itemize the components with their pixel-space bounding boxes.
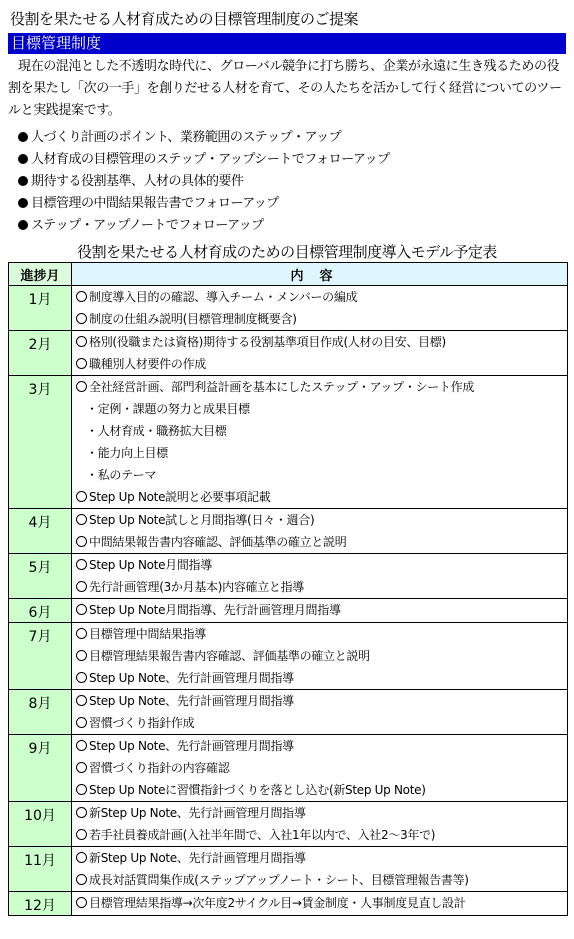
bullet-text: 目標管理の中間結果報告書でフォローアップ xyxy=(31,196,279,211)
content-text: Step Up Note月間指導 xyxy=(89,558,212,572)
content-text: Step Up Note、先行計画管理月間指導 xyxy=(89,671,294,685)
circle-icon xyxy=(76,829,87,840)
circle-icon xyxy=(76,336,87,347)
content-cell xyxy=(72,554,568,599)
content-line xyxy=(72,286,567,308)
content-text: 成長対話質問集作成(ステップアップノート・シート、目標管理報告書等) xyxy=(89,873,469,887)
content-cell xyxy=(72,690,568,735)
content-line xyxy=(72,892,567,914)
content-text: 制度の仕組み説明(目標管理制度概要含) xyxy=(89,312,297,326)
month-cell: 9月 xyxy=(9,735,72,802)
content-line xyxy=(72,308,567,330)
month-cell: 2月 xyxy=(9,331,72,376)
content-text: 目標管理中間結果指導 xyxy=(89,627,207,641)
month-cell: 12月 xyxy=(9,892,72,916)
table-row xyxy=(9,735,568,802)
content-line xyxy=(72,757,567,779)
circle-icon xyxy=(76,717,87,728)
content-cell xyxy=(72,892,568,916)
content-cell xyxy=(72,509,568,554)
content-text: ・定例・課題の努力と成果目標 xyxy=(86,402,250,416)
content-line xyxy=(72,712,567,734)
table-title: 役割を果たせる人材育成のための目標管理制度導入モデル予定表 xyxy=(77,243,497,261)
content-text: 新Step Up Note、先行計画管理月間指導 xyxy=(89,851,306,865)
bullet-text: 人づくり計画のポイント、業務範囲のステップ・アップ xyxy=(31,130,342,145)
bullet-dot-icon xyxy=(18,176,28,186)
content-line xyxy=(72,353,567,375)
content-text: Step Up Note説明と必要事項記載 xyxy=(89,490,271,504)
content-line xyxy=(72,464,567,486)
month-cell: 7月 xyxy=(9,623,72,690)
table-row xyxy=(9,892,568,916)
content-line xyxy=(72,599,567,621)
content-text: 職種別人材要件の作成 xyxy=(89,357,207,371)
circle-icon xyxy=(76,650,87,661)
content-text: 習慣づくり指針作成 xyxy=(89,716,195,730)
circle-icon xyxy=(76,559,87,570)
content-cell xyxy=(72,286,568,331)
content-line xyxy=(72,802,567,824)
bullet-dot-icon xyxy=(18,132,28,142)
content-text: 若手社員養成計画(入社半年間で、入社1年以内で、入社2〜3年で) xyxy=(89,828,436,842)
content-text: 目標管理結果報告書内容確認、評価基準の確立と説明 xyxy=(89,649,370,663)
table-row xyxy=(9,690,568,735)
bullet-text: ステップ・アップノートでフォローアップ xyxy=(31,218,264,233)
content-text: 先行計画管理(3か月基本)内容確立と指導 xyxy=(89,580,304,594)
bullet-dot-icon xyxy=(18,220,28,230)
circle-icon xyxy=(76,874,87,885)
header-month: 進捗月 xyxy=(9,263,72,286)
content-line xyxy=(72,398,567,420)
header-content: 内容 xyxy=(72,263,568,286)
bullet-item xyxy=(18,215,390,237)
section-heading: 目標管理制度 xyxy=(8,33,566,54)
circle-icon xyxy=(76,762,87,773)
bullet-dot-icon xyxy=(18,154,28,164)
bullet-dot-icon xyxy=(18,198,28,208)
month-cell: 5月 xyxy=(9,554,72,599)
circle-icon xyxy=(76,313,87,324)
content-text: 格別(役職または資格)期待する役割基準項目作成(人材の目安、目標) xyxy=(89,335,446,349)
content-cell xyxy=(72,623,568,690)
circle-icon xyxy=(76,807,87,818)
content-line xyxy=(72,645,567,667)
bullet-text: 期待する役割基準、人材の具体的要件 xyxy=(31,174,244,189)
schedule-table xyxy=(8,262,568,916)
circle-icon xyxy=(76,628,87,639)
content-line xyxy=(72,376,567,398)
content-line xyxy=(72,442,567,464)
content-text: Step Up Note月間指導、先行計画管理月間指導 xyxy=(89,603,341,617)
bullet-item xyxy=(18,193,390,215)
table-header-row xyxy=(9,263,568,286)
circle-icon xyxy=(76,536,87,547)
table-row xyxy=(9,802,568,847)
content-text: 目標管理結果指導→次年度2サイクル目→賃金制度・人事制度見直し設計 xyxy=(89,896,466,910)
content-text: Step Up Note、先行計画管理月間指導 xyxy=(89,694,294,708)
content-text: ・私のテーマ xyxy=(86,468,157,482)
content-text: 新Step Up Note、先行計画管理月間指導 xyxy=(89,806,306,820)
month-cell: 1月 xyxy=(9,286,72,331)
content-line xyxy=(72,554,567,576)
month-cell: 8月 xyxy=(9,690,72,735)
content-text: 全社経営計画、部門利益計画を基本にしたステップ・アップ・シート作成 xyxy=(89,380,475,394)
table-row xyxy=(9,599,568,623)
circle-icon xyxy=(76,672,87,683)
bullet-item xyxy=(18,171,390,193)
content-text: ・能力向上目標 xyxy=(86,446,168,460)
circle-icon xyxy=(76,358,87,369)
content-line xyxy=(72,735,567,757)
content-line xyxy=(72,690,567,712)
page-title: 役割を果たせる人材育成ための目標管理制度のご提案 xyxy=(10,10,359,28)
circle-icon xyxy=(76,897,87,908)
intro-paragraph: 現在の混沌とした不透明な時代に、グローバル競争に打ち勝ち、企業が永遠に生き残るための役割を果たし「次の一手」を創りだせる人材を育て、その人たちを活かして行く経営についてのツールと実践提案です。 xyxy=(8,59,562,118)
circle-icon xyxy=(76,581,87,592)
content-line xyxy=(72,824,567,846)
content-text: ・人材育成・職務拡大目標 xyxy=(86,424,227,438)
table-row xyxy=(9,509,568,554)
content-line xyxy=(72,576,567,598)
circle-icon xyxy=(76,784,87,795)
table-row xyxy=(9,376,568,509)
content-cell xyxy=(72,802,568,847)
table-row xyxy=(9,286,568,331)
bullet-item xyxy=(18,149,390,171)
month-cell: 10月 xyxy=(9,802,72,847)
content-text: 習慣づくり指針の内容確認 xyxy=(89,761,230,775)
bullet-text: 人材育成の目標管理のステップ・アップシートでフォローアップ xyxy=(31,152,390,167)
table-row xyxy=(9,331,568,376)
circle-icon xyxy=(76,491,87,502)
content-cell xyxy=(72,331,568,376)
content-line xyxy=(72,869,567,891)
content-line xyxy=(72,779,567,801)
content-line xyxy=(72,847,567,869)
content-text: 制度導入目的の確認、導入チーム・メンバーの編成 xyxy=(89,290,358,304)
content-cell xyxy=(72,376,568,509)
content-text: Step Up Noteに習慣指針づくりを落とし込む(新Step Up Note) xyxy=(89,783,426,797)
content-line xyxy=(72,486,567,508)
circle-icon xyxy=(76,604,87,615)
month-cell: 6月 xyxy=(9,599,72,623)
content-cell xyxy=(72,735,568,802)
content-line xyxy=(72,331,567,353)
bullet-list xyxy=(18,127,390,237)
circle-icon xyxy=(76,291,87,302)
content-cell xyxy=(72,847,568,892)
circle-icon xyxy=(76,852,87,863)
table-row xyxy=(9,623,568,690)
content-text: 中間結果報告書内容確認、評価基準の確立と説明 xyxy=(89,535,347,549)
content-cell xyxy=(72,599,568,623)
month-cell: 11月 xyxy=(9,847,72,892)
circle-icon xyxy=(76,695,87,706)
table-row xyxy=(9,847,568,892)
circle-icon xyxy=(76,740,87,751)
content-line xyxy=(72,509,567,531)
content-line xyxy=(72,667,567,689)
content-text: Step Up Note試しと月間指導(日々・週合) xyxy=(89,513,315,527)
month-cell: 4月 xyxy=(9,509,72,554)
circle-icon xyxy=(76,514,87,525)
content-line xyxy=(72,623,567,645)
month-cell: 3月 xyxy=(9,376,72,509)
content-line xyxy=(72,420,567,442)
content-text: Step Up Note、先行計画管理月間指導 xyxy=(89,739,294,753)
circle-icon xyxy=(76,381,87,392)
content-line xyxy=(72,531,567,553)
table-row xyxy=(9,554,568,599)
bullet-item xyxy=(18,127,390,149)
